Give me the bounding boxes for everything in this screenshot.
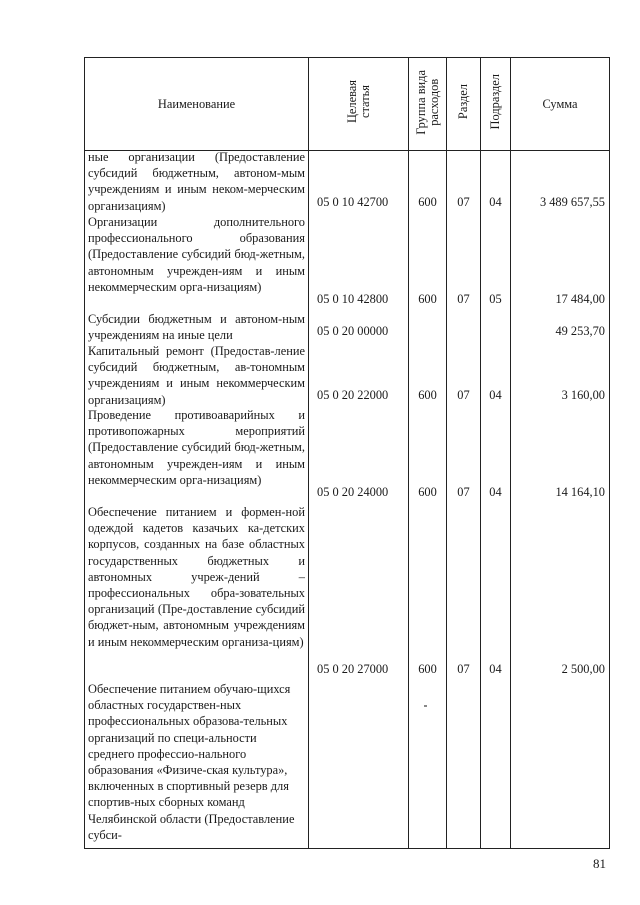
row-group: 600 xyxy=(418,292,437,306)
header-name: Наименование xyxy=(85,58,309,151)
row-name: ные организации (Предоставление субсидий бюджетным, автоном-мым учреждениям и иным неком-мерческим организациям) xyxy=(88,150,305,213)
budget-table xyxy=(84,57,610,849)
row-section: 07 xyxy=(457,485,470,499)
row-code: 05 0 20 27000 xyxy=(317,662,389,676)
row-name: Организации дополнительного профессионального образования (Предоставление субсидий бюд-жетным, автономным учрежден-иям и иным некоммерческим орга-низациям) xyxy=(88,215,305,294)
row-section: 07 xyxy=(457,662,470,676)
row-subsection: 04 xyxy=(489,195,502,209)
header-sum: Сумма xyxy=(511,58,610,151)
row-section: 07 xyxy=(457,195,470,209)
row-code: 05 0 20 24000 xyxy=(317,485,389,499)
row-subsection: 05 xyxy=(489,292,502,306)
row-sum: 3 489 657,55 xyxy=(539,195,605,209)
name-column xyxy=(85,151,309,849)
code-column xyxy=(309,151,409,849)
sum-column xyxy=(511,151,610,849)
row-group: 600 xyxy=(418,485,437,499)
row-code: 05 0 10 42700 xyxy=(317,195,389,209)
row-name: Обеспечение питанием обучаю-щихся областных государствен-ных профессиональных образова-тельных организаций по специ-альности среднего профессио-нального образования «Физиче-ская культура», включенных в спортивный резерв для спортив-ных сборных команд Челябинской области (Предоставление субси- xyxy=(88,682,295,842)
row-code: 05 0 20 22000 xyxy=(317,388,389,402)
row-subsection: 04 xyxy=(489,388,502,402)
row-name: Проведение противоаварийных и противопожарных мероприятий (Предоставление субсидий бюд-жетным, автономным учрежден-иям и иным некоммерческим орга-низациям) xyxy=(88,408,305,487)
row-name: Субсидии бюджетным и автоном-ным учреждениям на иные цели xyxy=(88,312,305,343)
row-code: 05 0 10 42800 xyxy=(317,292,389,306)
row-section: 07 xyxy=(457,388,470,402)
header-section: Раздел xyxy=(447,58,481,151)
row-name: Капитальный ремонт (Предостав-ление субсидий бюджетным, ав-тономным учреждениям и иным некоммерческим организациям) xyxy=(88,344,305,407)
row-sum: 49 253,70 xyxy=(555,324,605,338)
row-name: Обеспечение питанием и формен-ной одеждой кадетов казачьих ка-детских корпусов, созданных на базе областных государственных бюджетных и автономных учреж-дений – профессиональных обра-зовательных организаций (Пре-доставление субсидий бюджет-ным, автономным учреждениям и иным некоммерческим организа-циям) xyxy=(88,505,305,649)
row-sum: 14 164,10 xyxy=(555,485,605,499)
subsection-column xyxy=(481,151,511,849)
row-section: 07 xyxy=(457,292,470,306)
page-number: 81 xyxy=(593,856,606,871)
header-group: Группа вида расходов xyxy=(409,58,447,151)
table-header-row xyxy=(85,58,610,151)
row-sum: 3 160,00 xyxy=(561,388,605,402)
row-group: 600 xyxy=(418,195,437,209)
table-row xyxy=(85,151,610,849)
row-code: 05 0 20 00000 xyxy=(317,324,389,338)
row-group: 600 xyxy=(418,388,437,402)
header-code: Целевая статья xyxy=(309,58,409,151)
row-subsection: 04 xyxy=(489,485,502,499)
row-group: 600 xyxy=(418,662,437,676)
group-column xyxy=(409,151,447,849)
row-subsection: 04 xyxy=(489,662,502,676)
row-sum: 17 484,00 xyxy=(555,292,605,306)
scan-artifact xyxy=(424,705,427,707)
header-subsection: Подраздел xyxy=(481,58,511,151)
section-column xyxy=(447,151,481,849)
row-sum: 2 500,00 xyxy=(561,662,605,676)
